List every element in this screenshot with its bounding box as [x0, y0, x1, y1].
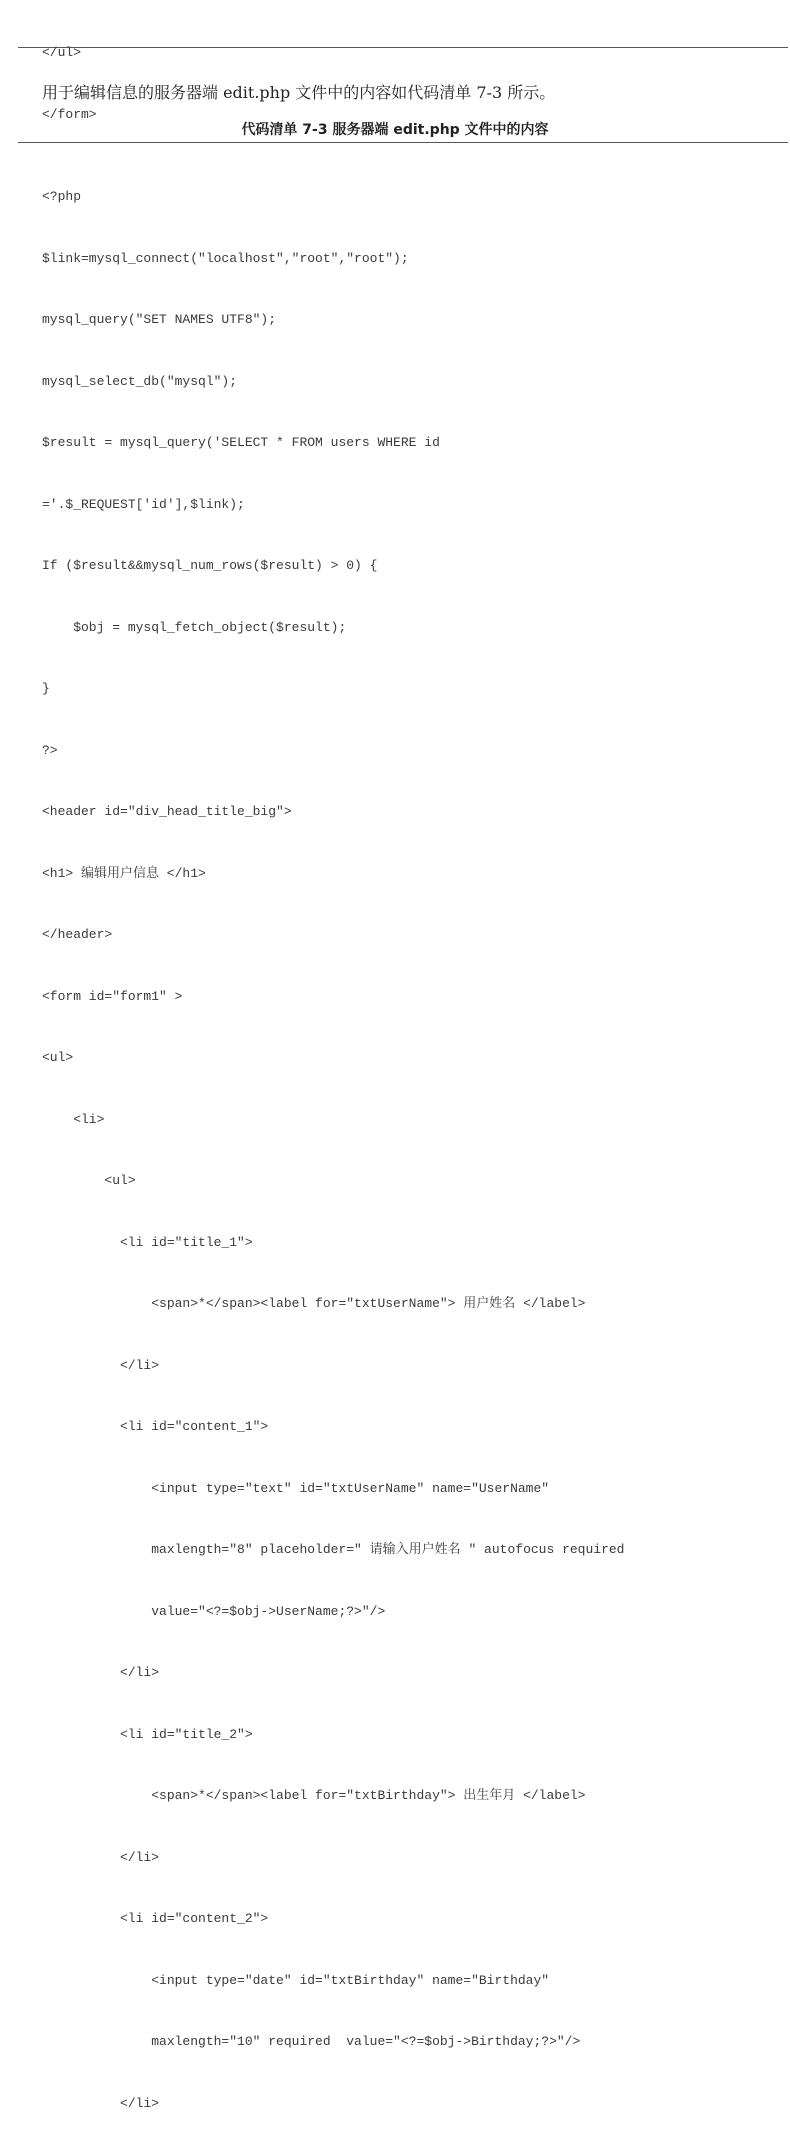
- code-line: $obj = mysql_fetch_object($result);: [42, 619, 347, 635]
- code-line: ='.$_REQUEST['id'],$link);: [42, 496, 245, 512]
- code-line: <li id="content_1">: [42, 1419, 269, 1434]
- code-line: </li>: [42, 1849, 160, 1865]
- code-line: <input type="date" id="txtBirthday" name="Birthday": [42, 1972, 550, 1988]
- code-line: </header>: [42, 927, 113, 942]
- code-line: </li>: [42, 1665, 160, 1680]
- code-line: </li>: [42, 1357, 160, 1373]
- code-listing: [42, 146, 624, 2135]
- code-line: <header id="div_head_title_big">: [42, 804, 292, 819]
- code-line: <ul>: [42, 1050, 74, 1065]
- code-line: mysql_query("SET NAMES UTF8");: [42, 312, 277, 327]
- code-line: <span>*</span><label for="txtUserName"> 用户姓名 </label>: [42, 1296, 586, 1311]
- code-line: mysql_select_db("mysql");: [42, 373, 238, 389]
- code-line: <?php: [42, 189, 82, 204]
- code-line: <input type="text" id="txtUserName" name="UserName": [42, 1480, 550, 1496]
- code-line: </ul>: [42, 45, 82, 60]
- code-line: <li id="title_1">: [42, 1234, 253, 1250]
- code-line: maxlength="10" required value="<?=$obj->Birthday;?>"/>: [42, 2034, 581, 2049]
- code-line: $link=mysql_connect("localhost","root","root");: [42, 250, 409, 266]
- code-listing-caption: 代码清单 7-3 服务器端 edit.php 文件中的内容: [241, 122, 549, 138]
- code-line: }: [42, 681, 50, 696]
- code-line: <h1> 编辑用户信息 </h1>: [42, 865, 206, 881]
- code-line: <li id="content_2">: [42, 1911, 269, 1926]
- code-line: ?>: [42, 742, 58, 758]
- code-line: </li>: [42, 2095, 160, 2111]
- code-line: <li id="title_2">: [42, 1726, 253, 1742]
- code-line: $result = mysql_query('SELECT * FROM users WHERE id: [42, 435, 440, 450]
- code-line: If ($result&&mysql_num_rows($result) > 0) {: [42, 558, 378, 573]
- code-line: value="<?=$obj->UserName;?>"/>: [42, 1603, 386, 1619]
- caption-rule: [18, 142, 788, 143]
- code-line: <span>*</span><label for="txtBirthday"> 出生年月 </label>: [42, 1788, 586, 1803]
- code-line: </form>: [42, 106, 97, 122]
- top-rule: [18, 47, 788, 48]
- code-line: maxlength="8" placeholder=" 请输入用户姓名 " autofocus required: [42, 1542, 625, 1557]
- body-paragraph: 用于编辑信息的服务器端 edit.php 文件中的内容如代码清单 7-3 所示。: [42, 83, 556, 102]
- code-line: <form id="form1" >: [42, 988, 183, 1004]
- code-line: <li>: [42, 1111, 105, 1127]
- code-line: <ul>: [42, 1173, 136, 1188]
